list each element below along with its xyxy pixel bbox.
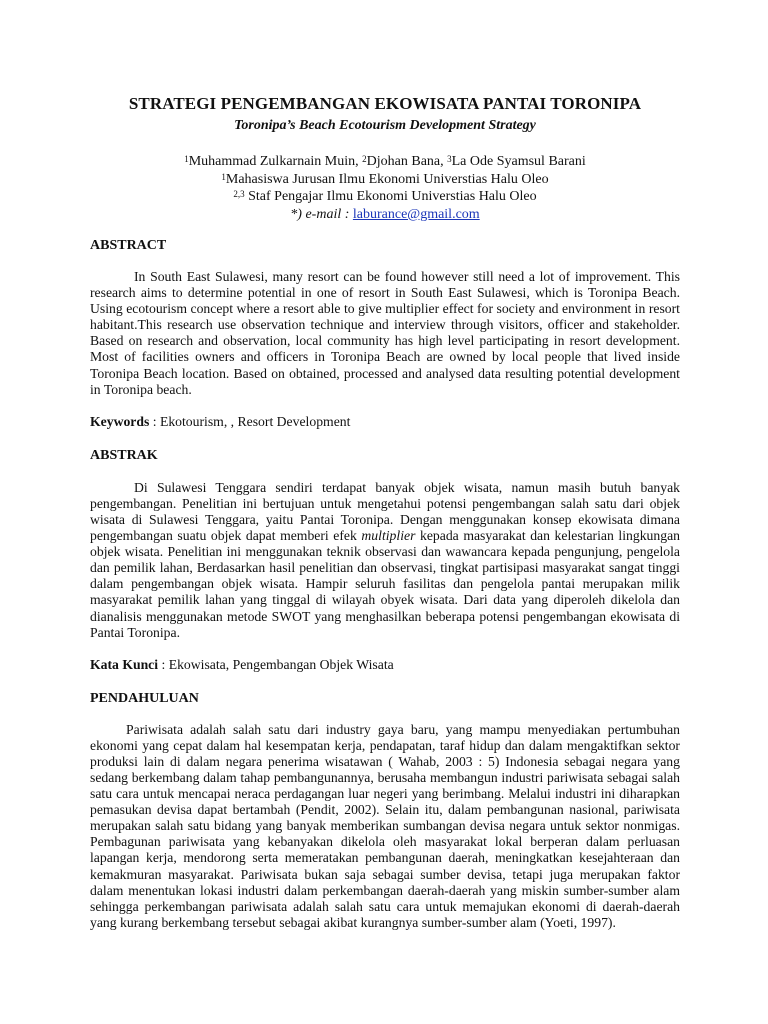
- author-names: $^1$Muhammad Zulkarnain Muin, $^2$Djohan Bana, $^3$La Ode Syamsul Barani: [184, 154, 586, 169]
- keywords-value: : Ekotourism, , Resort Development: [149, 413, 351, 429]
- email-label: *) e-mail :: [290, 206, 353, 222]
- pendahuluan-body: Pariwisata adalah salah satu dari industry gaya baru, yang mampu menyediakan pertumbuhan ekonomi yang cepat dalam hal kesempatan kerja, pendapatan, taraf hidup dan dalam mengaktifkan sektor produksi lain di dalam negara penerima wisatawan ( Wahab, 2003 : 5) Indonesia sebagai negara yang sedang berkembang dalam tahap pembangunannya, berusaha membangun industri pariwisata sebagai salah satu cara untuk mencapai neraca perdagangan luar negeri yang berimbang. Melalui industri ini diharapkan pemasukan devisa dapat bertambah (Pendit, 2002). Selain itu, dalam pembangunan nasional, pariwisata merupakan salah satu bidang yang banyak memberikan sumbangan devisa negara untuk sektor nonmigas. Pembagunan pariwisata yang kebanyakan dikelola oleh masyarakat lokal berperan dalam perluasan lapangan kerja, mendorong serta memeratakan pembangunan daerah, meningkatkan kesejahteraan dan kemakmuran masyarakat. Pariwisata bukan saja sebagai sumber devisa, tetapi juga merupakan faktor dalam menentukan lokasi industri dalam perkembangan daerah-daerah yang miskin sumber-sumber alam sehingga perkembangan pariwisata adalah salah satu cara untuk memajukan ekonomi di daerah-daerah yang kurang berkembang tersebut sebagai akibat kurangnya sumber-sumber alam (Yoeti, 1997).: [90, 721, 680, 930]
- pendahuluan-heading: PENDAHULUAN: [90, 690, 199, 706]
- email-line: [90, 206, 680, 224]
- abstract-body: In South East Sulawesi, many resort can be found however still need a lot of improvement. This research aims to determine potential in one of resort in South East Sulawesi, which is Toronipa Beach. Using ecotourism concept where a resort able to give multiplier effect for society and environment in resort habitant.This research use observation technique and interview through visitors, officer and stakeholder. Based on research and observation, local community has high level participating in resort development. Most of facilities owners and officers in Toronipa Beach are owned by local people that lived inside Toronipa Beach location. Based on obtained, processed and analysed data resulting potential development in Toronipa beach.: [90, 269, 680, 397]
- affiliation-1: $^1$Mahasiswa Jurusan Ilmu Ekonomi Universtias Halu Oleo: [221, 171, 549, 187]
- email-link[interactable]: laburance@gmail.com: [352, 206, 480, 222]
- paper-subtitle: Toronipa’s Beach Ecotourism Development Strategy: [234, 118, 536, 133]
- author-block: [90, 153, 680, 223]
- multiplier-term: multiplier: [361, 528, 416, 544]
- author-2: Djohan Bana,: [366, 154, 448, 169]
- paper-title: STRATEGI PENGEMBANGAN EKOWISATA PANTAI TORONIPA: [128, 94, 642, 113]
- keywords-label: Keywords: [90, 413, 150, 429]
- author-1: Muhammad Zulkarnain Muin,: [188, 154, 363, 169]
- kata-kunci-label: Kata Kunci: [90, 656, 159, 672]
- author-3: La Ode Syamsul Barani: [451, 154, 586, 169]
- keywords-line: [90, 413, 680, 431]
- abstract-heading: ABSTRACT: [90, 238, 167, 253]
- affiliation-2: $^{2,3}$ Staf Pengajar Ilmu Ekonomi Universtias Halu Oleo: [233, 189, 537, 204]
- kata-kunci-value: : Ekowisata, Pengembangan Objek Wisata: [158, 656, 394, 672]
- abstrak-heading: ABSTRAK: [90, 447, 158, 463]
- kata-kunci-line: [90, 656, 680, 674]
- abstrak-body: Di Sulawesi Tenggara sendiri terdapat banyak objek wisata, namun masih butuh banyak pengembangan. Penelitian ini bertujuan untuk mengetahui potensi pengembangan salah satu dari objek wisata di Sulawesi Tenggara, yaitu Pantai Toronipa. Dengan menggunakan konsep ekowisata dimana pengembangan suatu objek dapat memberi efek multiplier kepada masyarakat dan kelestarian lingkungan objek wisata. Penelitian ini menggunakan teknik observasi dan wawancara kepada pengunjung, pengelola dan pemilik lahan, Berdasarkan hasil penelitian dan observasi, tingkat partisipasi masyarakat sangat tinggi dalam pengembangan objek wisata. Hampir seluruh fasilitas dan pengelola pantai merupakan milik masyarakat pemilik lahan yang tinggal di wilayah obyek wisata. Dari data yang diperoleh dikelola dan dianalisis menggunakan metode SWOT yang menghasilkan beberapa potensi pengembangan ekowisata di Pantai Toronipa.: [90, 479, 680, 640]
